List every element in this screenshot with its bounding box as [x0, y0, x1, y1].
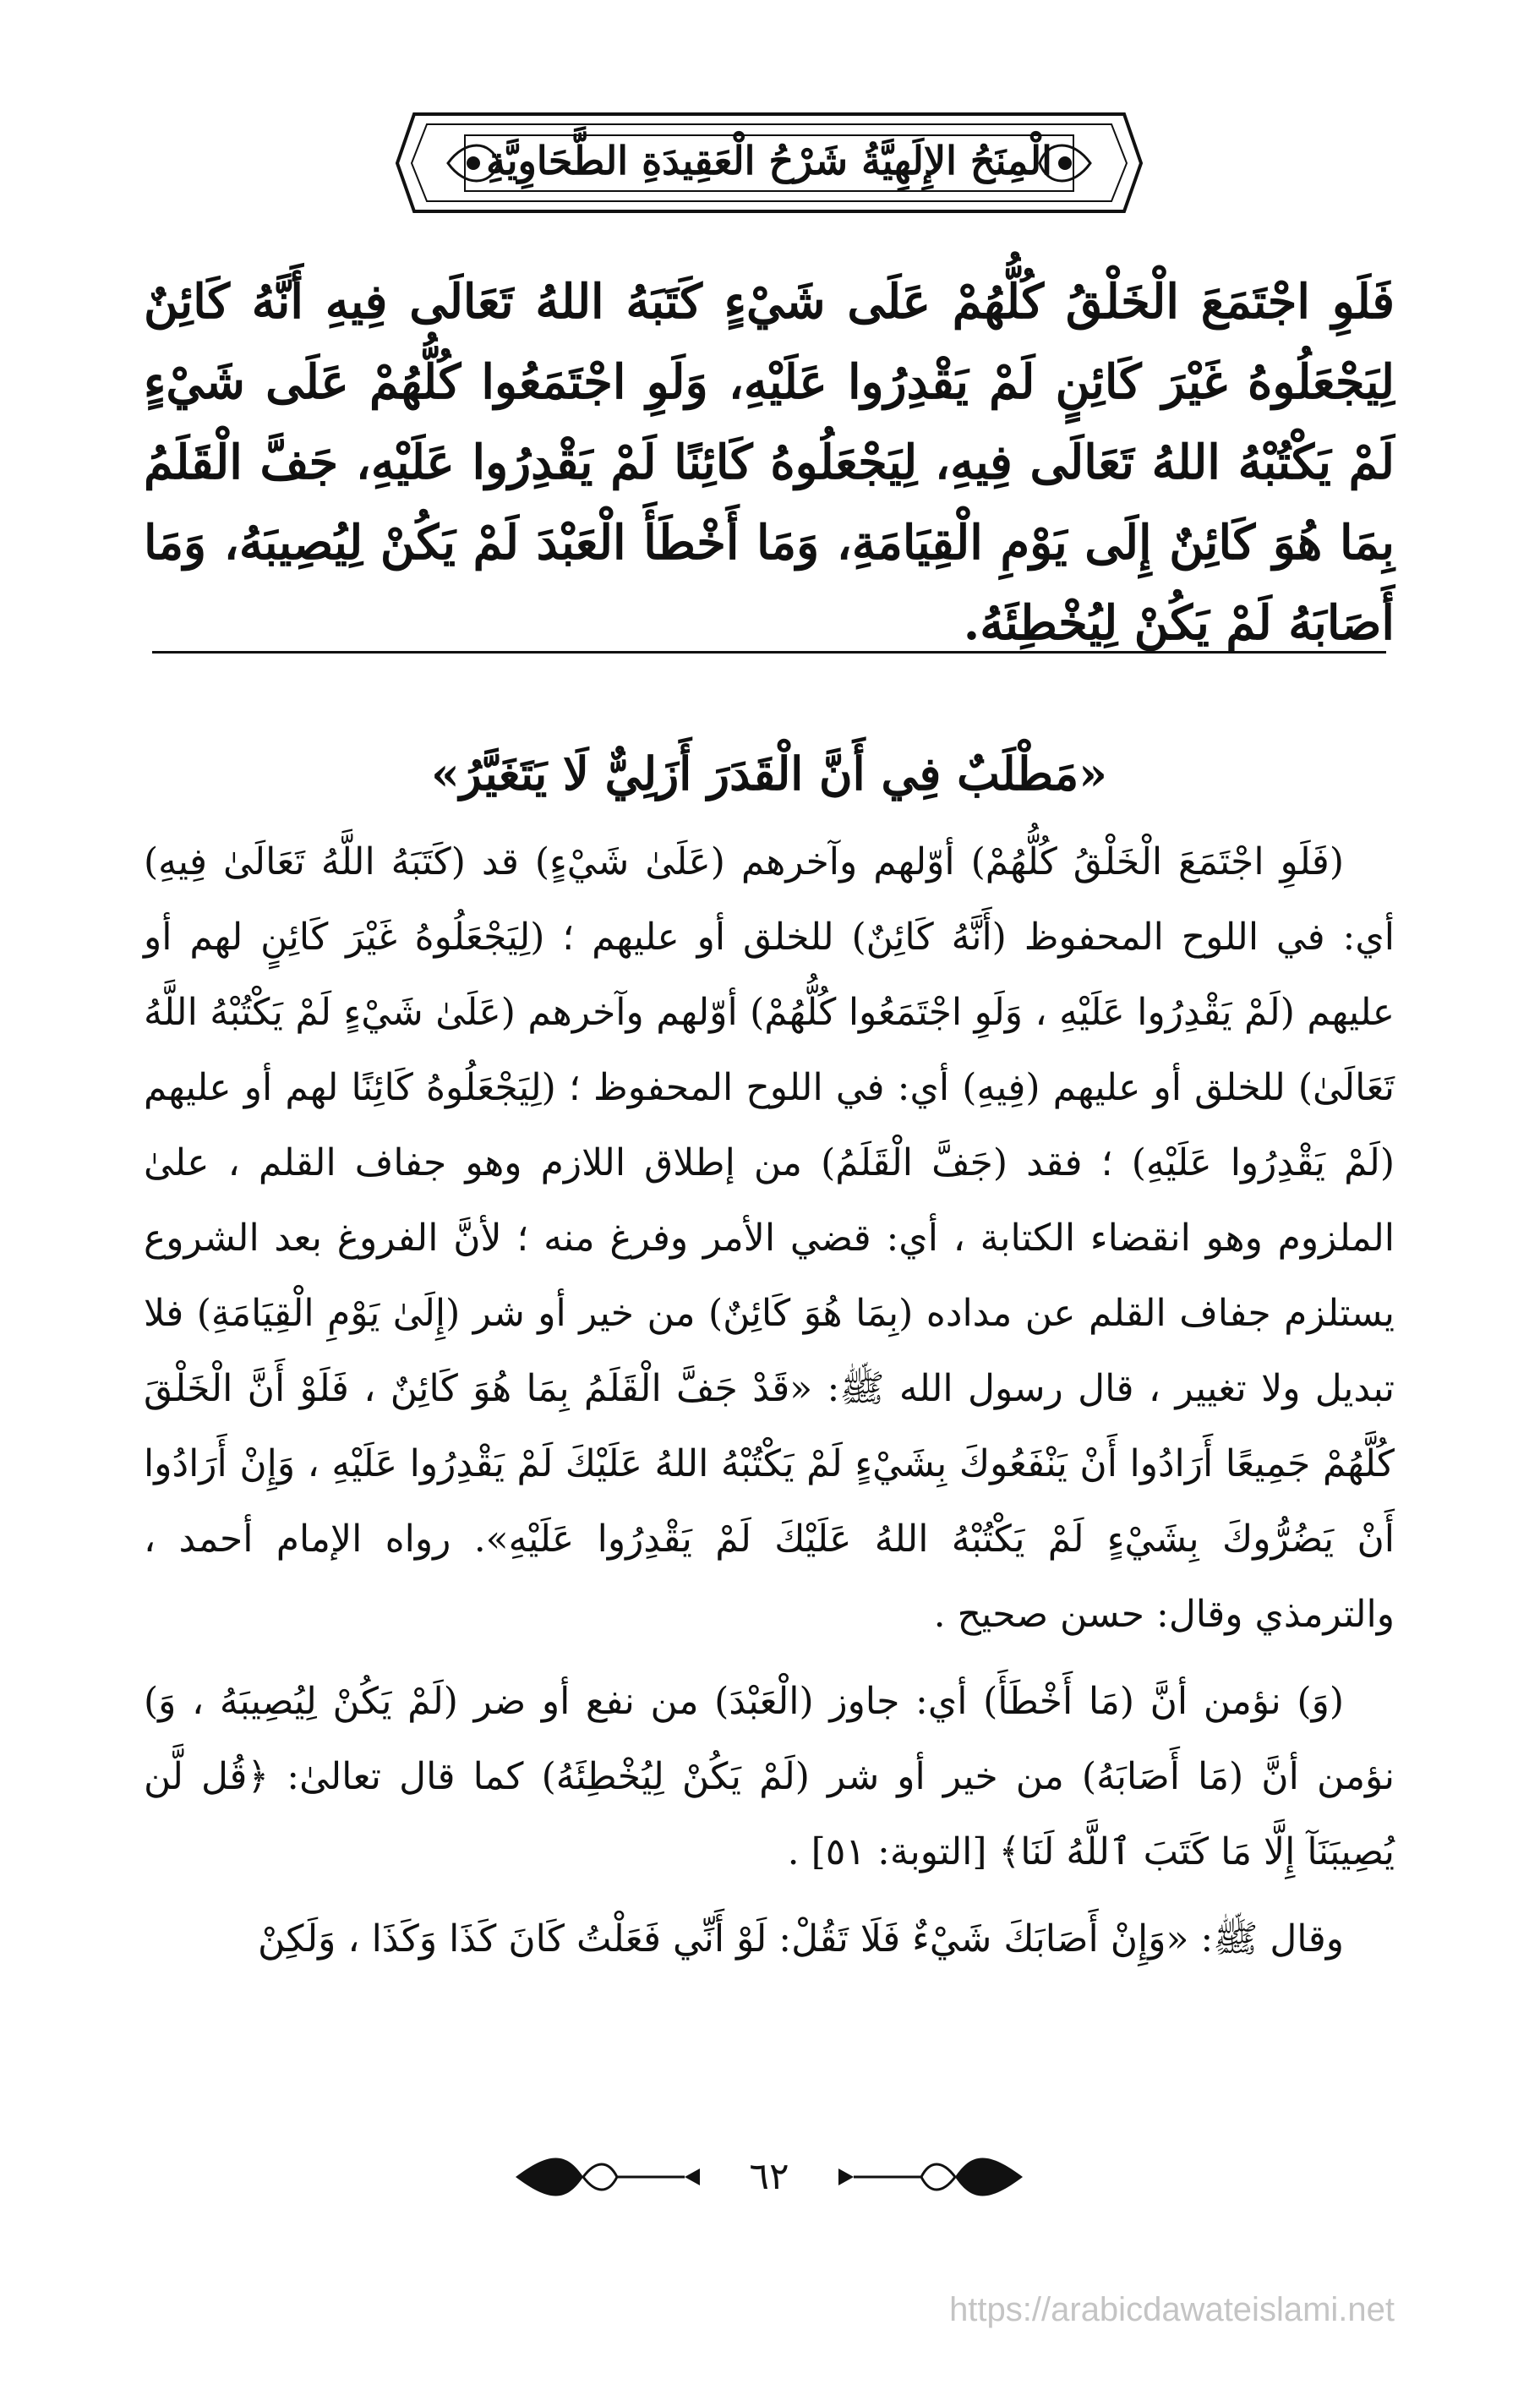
section-heading: «مَطْلَبٌ فِي أَنَّ الْقَدَرَ أَزَلِيٌّ لَا يَتَغَيَّرُ» [431, 747, 1107, 801]
running-header-title: الْمِنَحُ الإِلَهِيَّةُ شَرْحُ الْعَقِيدَةِ الطَّحَاوِيَّةِ [486, 138, 1052, 183]
commentary-paragraph: (فَلَوِ اجْتَمَعَ الْخَلْقُ كُلُّهُمْ) أوّلهم وآخرهم (عَلَىٰ شَيْءٍ) قد (كَتَبَهُ اللَّهُ تَعَالَىٰ فِيهِ) أي: في اللوح المحفوظ (أَنَّهُ كَائِنٌ) للخلق أو عليهم ؛ (لِيَجْعَلُوهُ غَيْرَ كَائِنٍ لهم أو عليهم (لَمْ يَقْدِرُوا عَلَيْهِ ، وَلَوِ اجْتَمَعُوا كُلُّهُمْ) أوّلهم وآخرهم (عَلَىٰ شَيْءٍ لَمْ يَكْتُبْهُ اللَّهُ تَعَالَىٰ) للخلق أو عليهم (فِيهِ) أي: في اللوح المحفوظ ؛ (لِيَجْعَلُوهُ كَائِنًا لهم أو عليهم (لَمْ يَقْدِرُوا عَلَيْهِ) ؛ فقد (جَفَّ الْقَلَمُ) من إطلاق اللازم وهو جفاف القلم ، علىٰ الملزوم وهو انقضاء الكتابة ، أي: قضي الأمر وفرغ منه ؛ لأنَّ الفروغ بعد الشروع يستلزم جفاف القلم عن مداده (بِمَا هُوَ كَائِنٌ) من خير أو شر (إِلَىٰ يَوْمِ الْقِيَامَةِ) فلا تبديل ولا تغيير ، قال رسول الله ﷺ: «قَدْ جَفَّ الْقَلَمُ بِمَا هُوَ كَائِنٌ ، فَلَوْ أَنَّ الْخَلْقَ كُلَّهُمْ جَمِيعًا أَرَادُوا أَنْ يَنْفَعُوكَ بِشَيْءٍ لَمْ يَكْتُبْهُ اللهُ عَلَيْكَ لَمْ يَقْدِرُوا عَلَيْهِ ، وَإِنْ أَرَادُوا أَنْ يَضُرُّوكَ بِشَيْءٍ لَمْ يَكْتُبْهُ اللهُ عَلَيْكَ لَمْ يَقْدِرُوا عَلَيْهِ». رواه الإمام أحمد ، والترمذي وقال: حسن صحيح . [144, 840, 1395, 1636]
commentary-body [144, 824, 1395, 1977]
page-number: ٦٢ [749, 2155, 789, 2198]
section-divider [152, 651, 1386, 654]
commentary-paragraph: (وَ) نؤمن أنَّ (مَا أَخْطَأَ) أي: جاوز (الْعَبْدَ) من نفع أو ضر (لَمْ يَكُنْ لِيُصِيبَهُ ، وَ) نؤمن أنَّ (مَا أَصَابَهُ) من خير أو شر (لَمْ يَكُنْ لِيُخْطِئَهُ) كما قال تعالىٰ: ﴿قُل لَّن يُصِيبَنَآ إِلَّا مَا كَتَبَ ٱللَّهُ لَنَا﴾ [التوبة: ٥١] . [144, 1680, 1395, 1873]
watermark-url: https://arabicdawateislami.net [949, 2291, 1395, 2328]
matn-text: فَلَوِ اجْتَمَعَ الْخَلْقُ كُلُّهُمْ عَلَى شَيْءٍ كَتَبَهُ اللهُ تَعَالَى فِيهِ أَنَّهُ كَائِنٌ لِيَجْعَلُوهُ غَيْرَ كَائِنٍ لَمْ يَقْدِرُوا عَلَيْهِ، وَلَوِ اجْتَمَعُوا كُلُّهُمْ عَلَى شَيْءٍ لَمْ يَكْتُبْهُ اللهُ تَعَالَى فِيهِ، لِيَجْعَلُوهُ كَائِنًا لَمْ يَقْدِرُوا عَلَيْهِ، جَفَّ الْقَلَمُ بِمَا هُوَ كَائِنٌ إِلَى يَوْمِ الْقِيَامَةِ، وَمَا أَخْطَأَ الْعَبْدَ لَمْ يَكُنْ لِيُصِيبَهُ، وَمَا أَصَابَهُ لَمْ يَكُنْ لِيُخْطِئَهُ. [144, 274, 1395, 651]
commentary-paragraph: وقال ﷺ: «وَإِنْ أَصَابَكَ شَيْءٌ فَلَا تَقُلْ: لَوْ أَنِّي فَعَلْتُ كَانَ كَذَا وَكَذَا ، وَلَكِنْ [257, 1917, 1344, 1961]
